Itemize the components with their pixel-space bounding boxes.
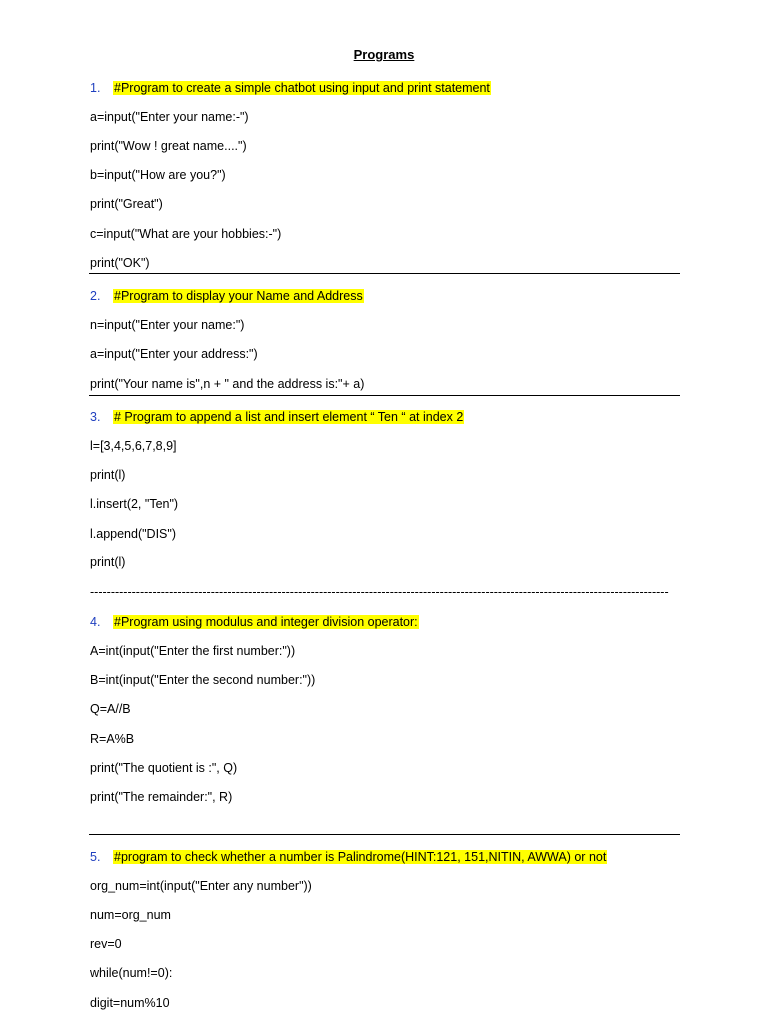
section-4-number: 4. <box>90 615 101 629</box>
section-divider <box>89 273 680 274</box>
code-line: A=int(input("Enter the first number:")) <box>90 644 296 658</box>
section-3-heading <box>90 408 464 426</box>
section-1-number: 1. <box>90 81 101 95</box>
code-line: print(l) <box>90 468 126 482</box>
code-line: num=org_num <box>90 908 171 922</box>
code-line: B=int(input("Enter the second number:")) <box>90 673 316 687</box>
section-5-title: #program to check whether a number is Palindrome(HINT:121, 151,NITIN, AWWA) or not <box>114 850 607 864</box>
section-1-title: #Program to create a simple chatbot using input and print statement <box>114 81 490 95</box>
section-3-number: 3. <box>90 410 101 424</box>
code-line: n=input("Enter your name:") <box>90 318 245 332</box>
code-line: print("Your name is",n + " and the address is:"+ a) <box>90 377 365 391</box>
section-5-heading <box>90 848 607 866</box>
code-line: l.append("DIS") <box>90 527 176 541</box>
code-line: Q=A//B <box>90 702 131 716</box>
code-line: c=input("What are your hobbies:-") <box>90 227 282 241</box>
code-line: b=input("How are you?") <box>90 168 226 182</box>
section-4-title: #Program using modulus and integer division operator: <box>114 615 418 629</box>
code-line: digit=num%10 <box>90 996 170 1010</box>
page-title: Programs <box>353 47 415 62</box>
code-line: a=input("Enter your name:-") <box>90 110 249 124</box>
code-line: print(l) <box>90 555 126 569</box>
code-line: print("The quotient is :", Q) <box>90 761 238 775</box>
code-line: org_num=int(input("Enter any number")) <box>90 879 312 893</box>
code-line: l=[3,4,5,6,7,8,9] <box>90 439 177 453</box>
section-2-title: #Program to display your Name and Address <box>114 289 363 303</box>
code-line: l.insert(2, "Ten") <box>90 497 179 511</box>
code-line: print("OK") <box>90 256 150 270</box>
code-line: print("Great") <box>90 197 163 211</box>
dashed-separator: ------------------------------------------------------------------------------------------------------------------------------------------- <box>90 585 669 599</box>
code-line: while(num!=0): <box>90 966 173 980</box>
section-1-heading <box>90 79 491 97</box>
section-2-heading <box>90 287 364 305</box>
code-line: a=input("Enter your address:") <box>90 347 258 361</box>
section-3-title: # Program to append a list and insert element “ Ten “ at index 2 <box>114 410 464 424</box>
section-divider <box>89 834 680 835</box>
section-5-number: 5. <box>90 850 101 864</box>
section-2-number: 2. <box>90 289 101 303</box>
code-line: print("The remainder:", R) <box>90 790 233 804</box>
section-divider <box>89 395 680 396</box>
section-4-heading <box>90 613 419 631</box>
code-line: print("Wow ! great name....") <box>90 139 247 153</box>
code-line: rev=0 <box>90 937 122 951</box>
code-line: R=A%B <box>90 732 135 746</box>
